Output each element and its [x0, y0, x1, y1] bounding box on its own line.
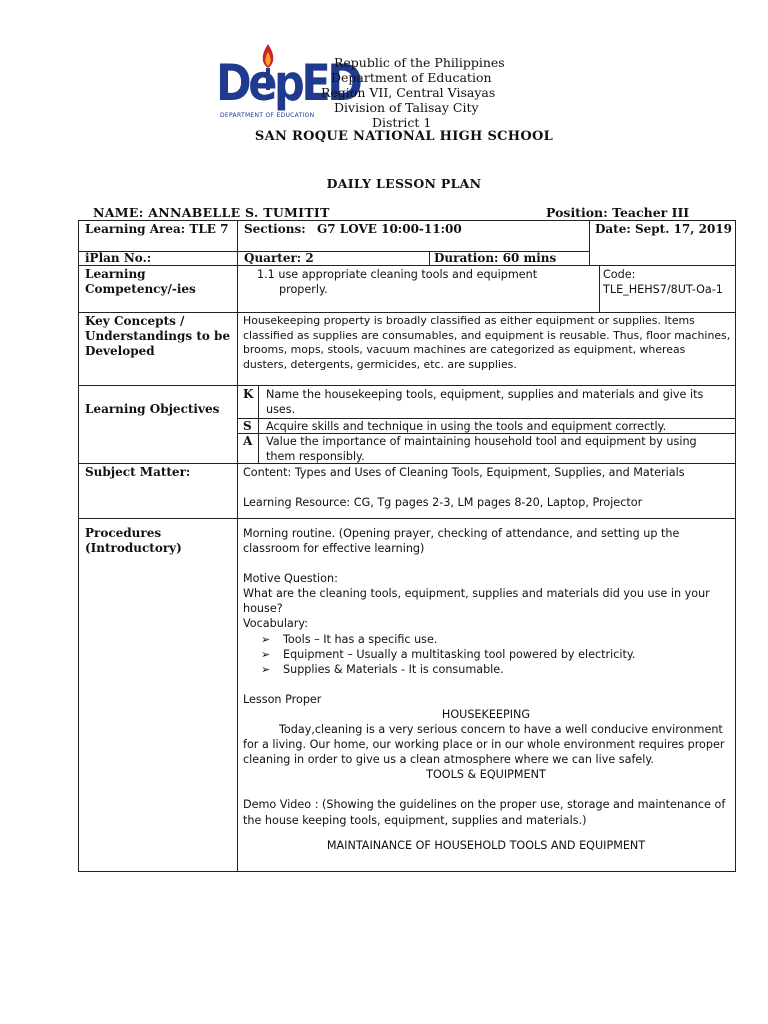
key-concepts-label: Key Concepts / Understandings to be Developed: [85, 314, 231, 358]
vocab-item: ➢ Supplies & Materials - It is consumable.: [243, 662, 729, 677]
teacher-position: Position: Teacher III: [546, 205, 690, 220]
objective-letter-a: A: [243, 434, 253, 448]
duration: Duration: 60 mins: [434, 251, 557, 265]
subject-matter-label: Subject Matter:: [85, 465, 191, 479]
motive-question: What are the cleaning tools, equipment, supplies and materials did you use in your house?: [243, 587, 710, 616]
sections-value: G7 LOVE 10:00-11:00: [317, 222, 462, 236]
quarter: Quarter: 2: [244, 251, 314, 265]
key-concepts-text: Housekeeping property is broadly classified as either equipment or supplies. Items classified as supplies are consumables, and equipment is reusable. Thus, floor machines, brooms, mops, stools, vacuum machines are categorized as equipment, whereas dusters, detergents, germicides, etc. are supplies.: [243, 314, 731, 372]
teacher-name: NAME: ANNABELLE S. TUMITIT: [93, 205, 330, 220]
procedures-label: Procedures (Introductory): [85, 526, 182, 555]
procedures-content: [243, 526, 729, 853]
subject-content: Content: Types and Uses of Cleaning Tools, Equipment, Supplies, and Materials: [243, 466, 685, 479]
tools-heading: TOOLS & EQUIPMENT: [426, 768, 546, 782]
logo-subtitle: DEPARTMENT OF EDUCATION: [220, 112, 315, 119]
objective-knowledge: Name the housekeeping tools, equipment, supplies and materials and give its uses.: [266, 388, 704, 417]
motive-label: Motive Question:: [243, 572, 338, 586]
vocab-item: ➢ Equipment – Usually a multitasking tool powered by electricity.: [243, 647, 729, 662]
header-region: Region VII, Central Visayas: [321, 85, 496, 100]
competency-code: Code: TLE_HEHS7/8UT-Oa-1: [603, 268, 723, 297]
vocabulary-list: [243, 632, 729, 677]
objectives-label: Learning Objectives: [85, 402, 220, 416]
lesson-date: Date: Sept. 17, 2019: [595, 222, 733, 236]
housekeeping-heading: HOUSEKEEPING: [441, 707, 531, 721]
maintenance-heading: MAINTAINANCE OF HOUSEHOLD TOOLS AND EQUIPMENT: [326, 838, 646, 852]
header-republic: Republic of the Philippines: [334, 55, 505, 70]
document-title: DAILY LESSON PLAN: [326, 176, 482, 191]
vocabulary-label: Vocabulary:: [243, 617, 308, 631]
logo-wordmark: DepED: [216, 54, 360, 112]
iplan-number: iPlan No.:: [85, 251, 152, 265]
deped-logo: [212, 40, 360, 126]
objective-letter-k: K: [243, 387, 254, 401]
morning-routine: Morning routine. (Opening prayer, checking of attendance, and setting up the classroom for effective learning): [243, 527, 680, 556]
objective-skills: Acquire skills and technique in using the tools and equipment correctly.: [266, 420, 667, 433]
housekeeping-paragraph: Today,cleaning is a very serious concern to have a well conducive environment for a living. Our home, our working place or in our whole environment requires proper cleaning in order to give us a clean atmosphere where we can live safely.: [243, 723, 725, 767]
objective-attitude: Value the importance of maintaining household tool and equipment by using them responsibly.: [266, 435, 697, 464]
header-district: District 1: [372, 115, 432, 130]
sections-label: Sections:: [244, 222, 306, 236]
competency-item: 1.1 use appropriate cleaning tools and equipment properly.: [257, 268, 538, 297]
header-department: Department of Education: [331, 70, 492, 85]
objective-letter-s: S: [243, 419, 252, 433]
header-division: Division of Talisay City: [334, 100, 479, 115]
lesson-proper-label: Lesson Proper: [243, 692, 322, 706]
demo-video-text: Demo Video : (Showing the guidelines on the proper use, storage and maintenance of the house keeping tools, equipment, supplies and materials.): [243, 798, 726, 827]
competency-label: Learning Competency/-ies: [85, 267, 196, 296]
subject-resource: Learning Resource: CG, Tg pages 2-3, LM pages 8-20, Laptop, Projector: [243, 496, 643, 509]
lesson-plan-table: [78, 220, 736, 872]
learning-area: Learning Area: TLE 7: [85, 222, 229, 236]
school-name: SAN ROQUE NATIONAL HIGH SCHOOL: [254, 129, 554, 144]
competency-text: [251, 267, 571, 297]
vocab-item: ➢ Tools – It has a specific use.: [243, 632, 729, 647]
